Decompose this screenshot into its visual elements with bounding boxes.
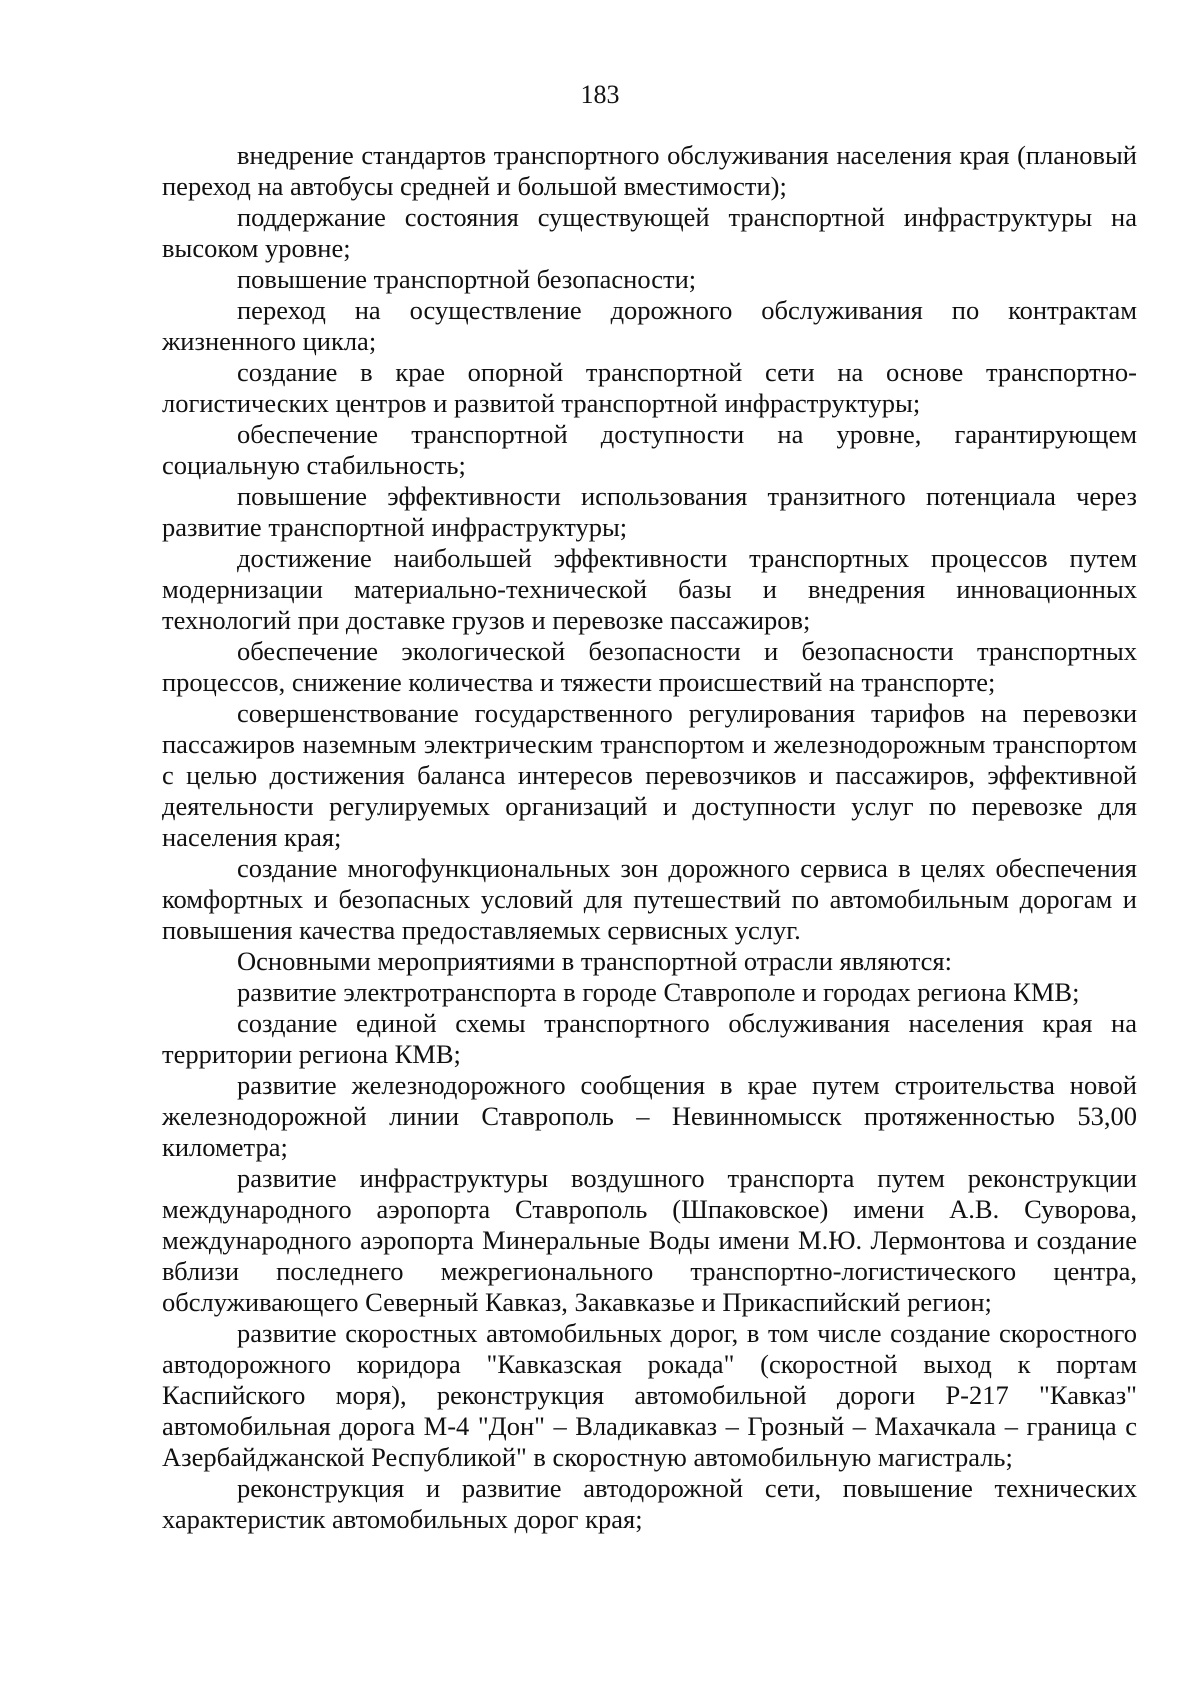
paragraph: внедрение стандартов транспортного обслуживания населения края (плановый переход на автобусы средней и большой вместимости);	[162, 140, 1137, 201]
paragraph: создание единой схемы транспортного обслуживания населения края на территории региона КМВ;	[162, 1008, 1137, 1069]
paragraph: реконструкция и развитие автодорожной сети, повышение технических характеристик автомобильных дорог края;	[162, 1473, 1137, 1534]
paragraph: повышение эффективности использования транзитного потенциала через развитие транспортной инфраструктуры;	[162, 481, 1137, 542]
page-number: 183	[580, 80, 620, 109]
paragraph: совершенствование государственного регулирования тарифов на перевозки пассажиров наземным электрическим транспортом и железнодорожным транспортом с целью достижения баланса интересов перевозчиков и пассажиров, эффективной деятельности регулируемых организаций и доступности услуг по перевозке для населения края;	[162, 698, 1137, 852]
paragraph: создание многофункциональных зон дорожного сервиса в целях обеспечения комфортных и безопасных условий для путешествий по автомобильным дорогам и повышения качества предоставляемых сервисных услуг.	[162, 853, 1137, 945]
paragraph: развитие железнодорожного сообщения в крае путем строительства новой железнодорожной линии Ставрополь – Невинномысск протяженностью 53,00 километра;	[162, 1070, 1137, 1162]
paragraph: поддержание состояния существующей транспортной инфраструктуры на высоком уровне;	[162, 202, 1137, 263]
paragraph: создание в крае опорной транспортной сети на основе транспортно-логистических центров и развитой транспортной инфраструктуры;	[162, 357, 1137, 418]
body-text	[162, 140, 1137, 1535]
paragraph: обеспечение экологической безопасности и безопасности транспортных процессов, снижение количества и тяжести происшествий на транспорте;	[162, 636, 1137, 697]
paragraph: Основными мероприятиями в транспортной отрасли являются:	[237, 946, 952, 976]
paragraph: переход на осуществление дорожного обслуживания по контрактам жизненного цикла;	[162, 295, 1137, 356]
paragraph: развитие инфраструктуры воздушного транспорта путем реконструкции международного аэропорта Ставрополь (Шпаковское) имени А.В. Суворова, международного аэропорта Минеральные Воды имени М.Ю. Лермонтова и создание вблизи последнего межрегионального транспортно-логистического центра, обслуживающего Северный Кавказ, Закавказье и Прикаспийский регион;	[162, 1163, 1137, 1317]
paragraph: развитие скоростных автомобильных дорог, в том числе создание скоростного автодорожного коридора "Кавказская рокада" (скоростной выход к портам Каспийского моря), реконструкция автомобильной дороги Р-217 "Кавказ" автомобильная дорога М-4 "Дон" – Владикавказ – Грозный – Махачкала – граница с Азербайджанской Республикой" в скоростную автомобильную магистраль;	[162, 1318, 1137, 1472]
paragraph: достижение наибольшей эффективности транспортных процессов путем модернизации материально-технической базы и внедрения инновационных технологий при доставке грузов и перевозке пассажиров;	[162, 543, 1137, 635]
paragraph: повышение транспортной безопасности;	[237, 264, 697, 294]
paragraph: обеспечение транспортной доступности на уровне, гарантирующем социальную стабильность;	[162, 419, 1137, 480]
paragraph: развитие электротранспорта в городе Ставрополе и городах региона КМВ;	[237, 977, 1080, 1007]
